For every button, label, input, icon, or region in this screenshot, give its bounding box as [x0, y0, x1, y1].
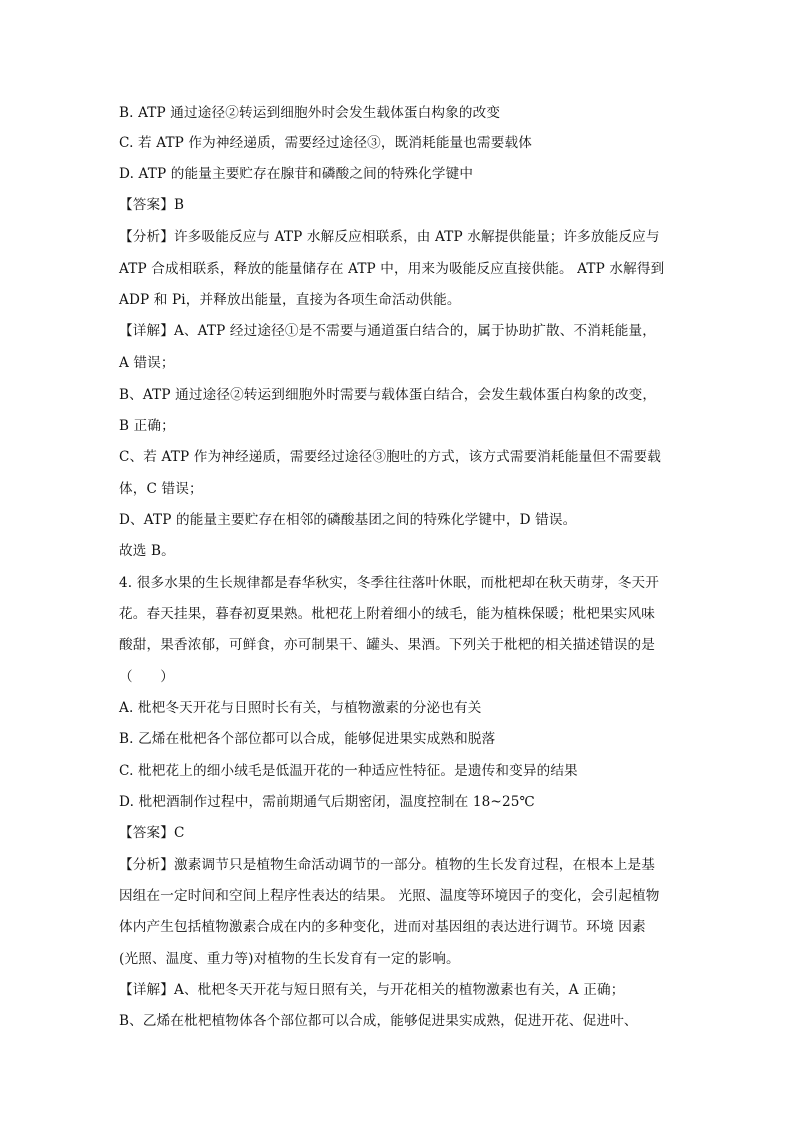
- question-text: 酸甜，果香浓郁，可鲜食，亦可制果干、罐头、果酒。下列关于枇杷的相关描述错误的是: [119, 637, 656, 653]
- question-text: 4. 很多水果的生长规律都是春华秋实，冬季往往落叶休眠，而枇杷却在秋天萌芽，冬天开: [119, 575, 660, 591]
- question-text: （ ）: [119, 669, 174, 685]
- text-line: B 正确；: [119, 418, 175, 434]
- answer-label: 【答案】B: [119, 197, 185, 213]
- answer-label: 【答案】C: [119, 825, 185, 841]
- option-a: A. 枇杷冬天开花与日照时长有关，与植物激素的分泌也有关: [119, 700, 482, 716]
- text-line: D. ATP 的能量主要贮存在腺苷和磷酸之间的特殊化学键中: [119, 166, 474, 182]
- text-line: 因组在一定时间和空间上程序性表达的结果。 光照、温度等环境因子的变化，会引起植物: [119, 888, 660, 904]
- question-text: 花。春天挂果，暮春初夏果熟。枇杷花上附着细小的绒毛，能为植株保暖；枇杷果实风味: [119, 606, 656, 622]
- option-c: C. 枇杷花上的细小绒毛是低温开花的一种适应性特征。是遗传和变异的结果: [119, 763, 578, 779]
- text-line: (光照、温度、重力等)对植物的生长发育有一定的影响。: [119, 951, 460, 967]
- text-line: 【详解】A、枇杷冬天开花与短日照有关，与开花相关的植物激素也有关，A 正确；: [119, 982, 625, 998]
- text-line: 【详解】A、ATP 经过途径①是不需要与通道蛋白结合的，属于协助扩散、不消耗能量，: [119, 323, 656, 339]
- text-line: B、乙烯在枇杷植物体各个部位都可以合成，能够促进果实成熟，促进开花、促进叶、: [119, 1013, 638, 1029]
- text-line: 【分析】许多吸能反应与 ATP 水解反应相联系，由 ATP 水解提供能量；许多放能反应与: [119, 229, 660, 245]
- text-line: ATP 合成相联系，释放的能量储存在 ATP 中，用来为吸能反应直接供能。 ATP 水解得到: [119, 261, 665, 277]
- option-d: D. 枇杷酒制作过程中，需前期通气后期密闭，温度控制在 18~25℃: [119, 794, 535, 810]
- text-line: C、若 ATP 作为神经递质，需要经过途径③胞吐的方式，该方式需要消耗能量但不需要载: [119, 449, 662, 465]
- text-line: 【分析】激素调节只是植物生命活动调节的一部分。植物的生长发育过程，在根本上是基: [119, 857, 656, 873]
- text-line: 体内产生包括植物激素合成在内的多种变化，进而对基因组的表达进行调节。环境 因素: [119, 919, 646, 935]
- text-line: B. ATP 通过途径②转运到细胞外时会发生载体蛋白构象的改变: [119, 105, 501, 121]
- text-line: D、ATP 的能量主要贮存在相邻的磷酸基团之间的特殊化学键中，D 错误。: [119, 512, 577, 528]
- text-line: ADP 和 Pi，并释放出能量，直接为各项生命活动供能。: [119, 292, 461, 308]
- text-line: B、ATP 通过途径②转运到细胞外时需要与载体蛋白结合，会发生载体蛋白构象的改变，: [119, 387, 657, 403]
- text-line: C. 若 ATP 作为神经递质，需要经过途径③，既消耗能量也需要载体: [119, 135, 533, 151]
- text-line: A 错误；: [119, 355, 175, 371]
- option-b: B. 乙烯在枇杷各个部位都可以合成，能够促进果实成熟和脱落: [119, 731, 496, 747]
- text-line: 故选 B。: [119, 543, 175, 559]
- text-line: 体，C 错误；: [119, 481, 203, 497]
